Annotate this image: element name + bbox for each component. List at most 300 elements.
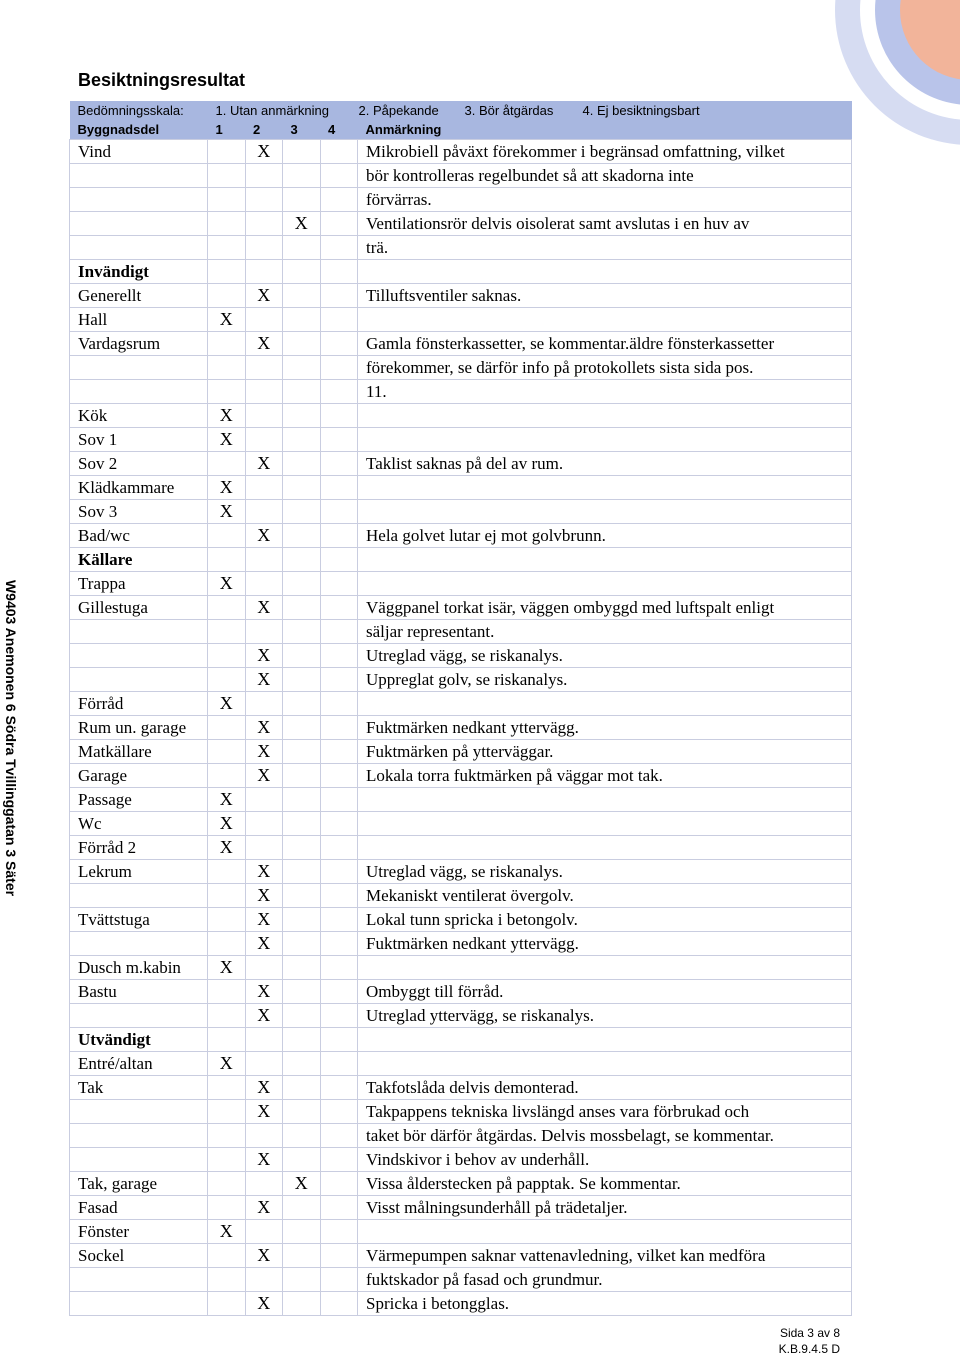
grade-3-cell bbox=[283, 332, 321, 356]
col-header-grade-4: 4 bbox=[320, 120, 358, 140]
grade-3-cell bbox=[283, 260, 321, 284]
grade-1-cell bbox=[208, 884, 246, 908]
row-remark: Väggpanel torkat isär, väggen ombyggd med luftspalt enligt bbox=[358, 596, 852, 620]
row-remark bbox=[358, 548, 852, 572]
grade-2-cell: X bbox=[245, 1100, 283, 1124]
row-part: Rum un. garage bbox=[70, 716, 208, 740]
row-remark: Utreglad yttervägg, se riskanalys. bbox=[358, 1004, 852, 1028]
page-title: Besiktningsresultat bbox=[78, 70, 246, 90]
grade-4-cell bbox=[320, 356, 358, 380]
row-part: Garage bbox=[70, 764, 208, 788]
grade-4-cell bbox=[320, 260, 358, 284]
grade-2-cell bbox=[245, 956, 283, 980]
grade-1-cell: X bbox=[208, 956, 246, 980]
grade-4-cell bbox=[320, 140, 358, 164]
row-part bbox=[70, 884, 208, 908]
grade-4-cell bbox=[320, 1100, 358, 1124]
row-remark bbox=[358, 812, 852, 836]
grade-1-cell bbox=[208, 1292, 246, 1316]
row-remark: Vindskivor i behov av underhåll. bbox=[358, 1148, 852, 1172]
table-row bbox=[70, 164, 852, 188]
row-part bbox=[70, 380, 208, 404]
grade-2-cell: X bbox=[245, 668, 283, 692]
scale-item-3: 3. Bör åtgärdas bbox=[464, 103, 554, 118]
row-part: Klädkammare bbox=[70, 476, 208, 500]
row-remark: Utreglad vägg, se riskanalys. bbox=[358, 644, 852, 668]
grade-1-cell bbox=[208, 620, 246, 644]
grade-4-cell bbox=[320, 740, 358, 764]
row-part bbox=[70, 1100, 208, 1124]
grade-3-cell bbox=[283, 164, 321, 188]
grade-3-cell bbox=[283, 836, 321, 860]
row-part bbox=[70, 620, 208, 644]
grade-2-cell: X bbox=[245, 140, 283, 164]
grade-3-cell bbox=[283, 620, 321, 644]
grade-1-cell: X bbox=[208, 572, 246, 596]
grade-1-cell bbox=[208, 260, 246, 284]
grade-4-cell bbox=[320, 188, 358, 212]
grade-2-cell: X bbox=[245, 1076, 283, 1100]
grade-4-cell bbox=[320, 1196, 358, 1220]
row-remark bbox=[358, 1028, 852, 1052]
row-remark: Taklist saknas på del av rum. bbox=[358, 452, 852, 476]
grade-1-cell: X bbox=[208, 428, 246, 452]
grade-2-cell: X bbox=[245, 1004, 283, 1028]
grade-3-cell bbox=[283, 236, 321, 260]
table-row bbox=[70, 1100, 852, 1124]
grade-3-cell bbox=[283, 476, 321, 500]
grade-1-cell bbox=[208, 164, 246, 188]
grade-2-cell: X bbox=[245, 860, 283, 884]
grade-3-cell bbox=[283, 1076, 321, 1100]
grade-2-cell bbox=[245, 1052, 283, 1076]
col-header-grade-1: 1 bbox=[208, 120, 246, 140]
grade-3-cell bbox=[283, 668, 321, 692]
scale-items bbox=[208, 101, 852, 120]
table-row bbox=[70, 404, 852, 428]
section-row bbox=[70, 1028, 852, 1052]
row-part: Sockel bbox=[70, 1244, 208, 1268]
grade-2-cell bbox=[245, 428, 283, 452]
grade-1-cell: X bbox=[208, 836, 246, 860]
grade-2-cell: X bbox=[245, 908, 283, 932]
table-row bbox=[70, 428, 852, 452]
grade-3-cell bbox=[283, 140, 321, 164]
grade-1-cell bbox=[208, 932, 246, 956]
grade-3-cell bbox=[283, 428, 321, 452]
grade-4-cell bbox=[320, 332, 358, 356]
table-row bbox=[70, 764, 852, 788]
grade-4-cell bbox=[320, 836, 358, 860]
grade-4-cell bbox=[320, 884, 358, 908]
row-part bbox=[70, 164, 208, 188]
grade-4-cell bbox=[320, 404, 358, 428]
table-row bbox=[70, 212, 852, 236]
row-remark: Fuktmärken nedkant yttervägg. bbox=[358, 932, 852, 956]
grade-1-cell: X bbox=[208, 308, 246, 332]
row-part: Tak bbox=[70, 1076, 208, 1100]
row-part: Förråd 2 bbox=[70, 836, 208, 860]
scale-label: Bedömningsskala: bbox=[70, 101, 208, 120]
grade-3-cell bbox=[283, 452, 321, 476]
section-title: Källare bbox=[70, 548, 208, 572]
table-row bbox=[70, 956, 852, 980]
table-row bbox=[70, 524, 852, 548]
grade-4-cell bbox=[320, 1220, 358, 1244]
grade-3-cell bbox=[283, 1124, 321, 1148]
grade-3-cell bbox=[283, 1148, 321, 1172]
grade-2-cell: X bbox=[245, 1148, 283, 1172]
grade-3-cell: X bbox=[283, 1172, 321, 1196]
grade-3-cell bbox=[283, 932, 321, 956]
grade-2-cell: X bbox=[245, 1244, 283, 1268]
table-row bbox=[70, 452, 852, 476]
grade-3-cell bbox=[283, 524, 321, 548]
grade-2-cell: X bbox=[245, 596, 283, 620]
grade-3-cell bbox=[283, 548, 321, 572]
table-row bbox=[70, 1196, 852, 1220]
table-row bbox=[70, 836, 852, 860]
table-row bbox=[70, 1124, 852, 1148]
grade-1-cell: X bbox=[208, 812, 246, 836]
scale-header-row bbox=[70, 101, 852, 120]
grade-4-cell bbox=[320, 860, 358, 884]
grade-4-cell bbox=[320, 620, 358, 644]
row-part bbox=[70, 1268, 208, 1292]
table-row bbox=[70, 596, 852, 620]
grade-4-cell bbox=[320, 788, 358, 812]
table-row bbox=[70, 980, 852, 1004]
grade-4-cell bbox=[320, 932, 358, 956]
grade-2-cell: X bbox=[245, 980, 283, 1004]
grade-1-cell bbox=[208, 356, 246, 380]
grade-2-cell bbox=[245, 1124, 283, 1148]
grade-1-cell bbox=[208, 908, 246, 932]
row-remark bbox=[358, 476, 852, 500]
grade-2-cell bbox=[245, 308, 283, 332]
grade-4-cell bbox=[320, 644, 358, 668]
grade-4-cell bbox=[320, 428, 358, 452]
grade-3-cell bbox=[283, 812, 321, 836]
grade-2-cell: X bbox=[245, 884, 283, 908]
inspection-table-wrapper bbox=[69, 101, 851, 1316]
grade-2-cell: X bbox=[245, 1292, 283, 1316]
row-part bbox=[70, 668, 208, 692]
grade-1-cell bbox=[208, 644, 246, 668]
row-part: Dusch m.kabin bbox=[70, 956, 208, 980]
table-row bbox=[70, 860, 852, 884]
grade-1-cell bbox=[208, 740, 246, 764]
table-row bbox=[70, 668, 852, 692]
grade-2-cell: X bbox=[245, 452, 283, 476]
row-part bbox=[70, 1292, 208, 1316]
row-remark: 11. bbox=[358, 380, 852, 404]
scale-item-2: 2. Påpekande bbox=[358, 103, 439, 118]
row-remark: Lokal tunn spricka i betongolv. bbox=[358, 908, 852, 932]
grade-3-cell bbox=[283, 980, 321, 1004]
row-remark: Takpappens tekniska livslängd anses vara förbrukad och bbox=[358, 1100, 852, 1124]
row-remark: Gamla fönsterkassetter, se kommentar.äldre fönsterkassetter bbox=[358, 332, 852, 356]
row-remark bbox=[358, 500, 852, 524]
grade-2-cell: X bbox=[245, 932, 283, 956]
column-header-row bbox=[70, 120, 852, 140]
row-part: Förråd bbox=[70, 692, 208, 716]
grade-4-cell bbox=[320, 308, 358, 332]
grade-4-cell bbox=[320, 716, 358, 740]
grade-3-cell bbox=[283, 1100, 321, 1124]
grade-4-cell bbox=[320, 1172, 358, 1196]
row-remark bbox=[358, 1052, 852, 1076]
grade-1-cell bbox=[208, 524, 246, 548]
row-part: Hall bbox=[70, 308, 208, 332]
grade-2-cell: X bbox=[245, 716, 283, 740]
table-row bbox=[70, 644, 852, 668]
grade-4-cell bbox=[320, 380, 358, 404]
grade-2-cell bbox=[245, 356, 283, 380]
row-remark bbox=[358, 788, 852, 812]
table-row bbox=[70, 788, 852, 812]
table-row bbox=[70, 572, 852, 596]
grade-1-cell bbox=[208, 380, 246, 404]
table-row bbox=[70, 236, 852, 260]
grade-2-cell bbox=[245, 548, 283, 572]
table-row bbox=[70, 380, 852, 404]
table-row bbox=[70, 356, 852, 380]
grade-2-cell bbox=[245, 1268, 283, 1292]
grade-3-cell: X bbox=[283, 212, 321, 236]
grade-1-cell bbox=[208, 668, 246, 692]
row-remark: taket bör därför åtgärdas. Delvis mossbelagt, se kommentar. bbox=[358, 1124, 852, 1148]
grade-1-cell bbox=[208, 188, 246, 212]
row-remark: Takfotslåda delvis demonterad. bbox=[358, 1076, 852, 1100]
section-row bbox=[70, 260, 852, 284]
grade-2-cell: X bbox=[245, 764, 283, 788]
grade-2-cell bbox=[245, 1028, 283, 1052]
grade-3-cell bbox=[283, 596, 321, 620]
table-row bbox=[70, 1220, 852, 1244]
row-remark: förvärras. bbox=[358, 188, 852, 212]
table-row bbox=[70, 500, 852, 524]
row-remark: Ventilationsrör delvis oisolerat samt avslutas i en huv av bbox=[358, 212, 852, 236]
row-part: Gillestuga bbox=[70, 596, 208, 620]
table-row bbox=[70, 1292, 852, 1316]
table-row bbox=[70, 1244, 852, 1268]
table-row bbox=[70, 1268, 852, 1292]
grade-4-cell bbox=[320, 692, 358, 716]
grade-3-cell bbox=[283, 1244, 321, 1268]
grade-4-cell bbox=[320, 980, 358, 1004]
section-title: Invändigt bbox=[70, 260, 208, 284]
grade-4-cell bbox=[320, 1076, 358, 1100]
table-row bbox=[70, 1052, 852, 1076]
grade-4-cell bbox=[320, 452, 358, 476]
grade-1-cell bbox=[208, 1124, 246, 1148]
grade-4-cell bbox=[320, 1244, 358, 1268]
grade-2-cell bbox=[245, 380, 283, 404]
grade-1-cell bbox=[208, 1004, 246, 1028]
grade-1-cell: X bbox=[208, 788, 246, 812]
table-row bbox=[70, 1172, 852, 1196]
grade-2-cell bbox=[245, 236, 283, 260]
grade-4-cell bbox=[320, 1004, 358, 1028]
row-remark: Visst målningsunderhåll på trädetaljer. bbox=[358, 1196, 852, 1220]
grade-2-cell: X bbox=[245, 644, 283, 668]
row-remark bbox=[358, 692, 852, 716]
grade-1-cell bbox=[208, 1172, 246, 1196]
grade-1-cell bbox=[208, 284, 246, 308]
row-part: Fönster bbox=[70, 1220, 208, 1244]
grade-4-cell bbox=[320, 212, 358, 236]
row-part: Passage bbox=[70, 788, 208, 812]
row-remark: trä. bbox=[358, 236, 852, 260]
grade-1-cell bbox=[208, 860, 246, 884]
grade-1-cell bbox=[208, 140, 246, 164]
grade-4-cell bbox=[320, 596, 358, 620]
sidebar-label bbox=[0, 558, 22, 918]
row-remark: Hela golvet lutar ej mot golvbrunn. bbox=[358, 524, 852, 548]
col-header-remark: Anmärkning bbox=[358, 120, 852, 140]
scale-item-1: 1. Utan anmärkning bbox=[215, 103, 329, 118]
row-part: Tak, garage bbox=[70, 1172, 208, 1196]
row-part bbox=[70, 1148, 208, 1172]
table-row bbox=[70, 740, 852, 764]
grade-3-cell bbox=[283, 1028, 321, 1052]
grade-1-cell bbox=[208, 1028, 246, 1052]
grade-4-cell bbox=[320, 668, 358, 692]
inspection-table bbox=[69, 101, 852, 1316]
row-part: Sov 3 bbox=[70, 500, 208, 524]
grade-1-cell: X bbox=[208, 476, 246, 500]
page-footer bbox=[779, 1325, 840, 1357]
sidebar-text: W9403 Anemonen 6 Södra Tvillinggatan 3 Säter bbox=[3, 579, 19, 897]
grade-2-cell bbox=[245, 164, 283, 188]
grade-1-cell bbox=[208, 1196, 246, 1220]
row-remark bbox=[358, 836, 852, 860]
grade-1-cell: X bbox=[208, 500, 246, 524]
grade-2-cell bbox=[245, 692, 283, 716]
row-remark: Mekaniskt ventilerat övergolv. bbox=[358, 884, 852, 908]
grade-4-cell bbox=[320, 1028, 358, 1052]
col-header-grade-3: 3 bbox=[283, 120, 321, 140]
row-remark bbox=[358, 404, 852, 428]
row-part: Fasad bbox=[70, 1196, 208, 1220]
table-row bbox=[70, 476, 852, 500]
grade-1-cell bbox=[208, 1268, 246, 1292]
grade-3-cell bbox=[283, 1292, 321, 1316]
grade-2-cell bbox=[245, 836, 283, 860]
grade-3-cell bbox=[283, 188, 321, 212]
row-remark: Uppreglat golv, se riskanalys. bbox=[358, 668, 852, 692]
row-remark bbox=[358, 1220, 852, 1244]
grade-3-cell bbox=[283, 644, 321, 668]
grade-4-cell bbox=[320, 476, 358, 500]
row-part bbox=[70, 644, 208, 668]
row-part bbox=[70, 188, 208, 212]
row-part: Bad/wc bbox=[70, 524, 208, 548]
grade-2-cell bbox=[245, 404, 283, 428]
grade-3-cell bbox=[283, 572, 321, 596]
row-remark bbox=[358, 572, 852, 596]
grade-1-cell bbox=[208, 980, 246, 1004]
document-code: K.B.9.4.5 D bbox=[778, 1342, 840, 1356]
grade-2-cell: X bbox=[245, 1196, 283, 1220]
section-row bbox=[70, 548, 852, 572]
grade-4-cell bbox=[320, 1124, 358, 1148]
row-remark: Utreglad vägg, se riskanalys. bbox=[358, 860, 852, 884]
col-header-part: Byggnadsdel bbox=[70, 120, 208, 140]
row-remark: Lokala torra fuktmärken på väggar mot tak. bbox=[358, 764, 852, 788]
grade-4-cell bbox=[320, 236, 358, 260]
grade-1-cell bbox=[208, 1100, 246, 1124]
grade-4-cell bbox=[320, 956, 358, 980]
grade-2-cell: X bbox=[245, 332, 283, 356]
grade-2-cell bbox=[245, 788, 283, 812]
grade-2-cell bbox=[245, 500, 283, 524]
row-remark: Vissa ålderstecken på papptak. Se kommentar. bbox=[358, 1172, 852, 1196]
grade-2-cell bbox=[245, 188, 283, 212]
grade-3-cell bbox=[283, 956, 321, 980]
row-remark: Tilluftsventiler saknas. bbox=[358, 284, 852, 308]
grade-1-cell: X bbox=[208, 404, 246, 428]
row-remark: Fuktmärken nedkant yttervägg. bbox=[358, 716, 852, 740]
table-row bbox=[70, 932, 852, 956]
table-row bbox=[70, 884, 852, 908]
grade-4-cell bbox=[320, 1052, 358, 1076]
grade-3-cell bbox=[283, 1052, 321, 1076]
row-part: Vardagsrum bbox=[70, 332, 208, 356]
grade-1-cell: X bbox=[208, 1052, 246, 1076]
table-row bbox=[70, 284, 852, 308]
table-row bbox=[70, 812, 852, 836]
grade-3-cell bbox=[283, 788, 321, 812]
grade-3-cell bbox=[283, 884, 321, 908]
grade-1-cell bbox=[208, 1244, 246, 1268]
row-remark: säljar representant. bbox=[358, 620, 852, 644]
table-row bbox=[70, 1148, 852, 1172]
table-row bbox=[70, 692, 852, 716]
grade-1-cell bbox=[208, 452, 246, 476]
grade-4-cell bbox=[320, 1148, 358, 1172]
row-remark: Fuktmärken på ytterväggar. bbox=[358, 740, 852, 764]
grade-3-cell bbox=[283, 1196, 321, 1220]
row-part: Lekrum bbox=[70, 860, 208, 884]
table-row bbox=[70, 188, 852, 212]
grade-2-cell bbox=[245, 620, 283, 644]
grade-4-cell bbox=[320, 1292, 358, 1316]
grade-3-cell bbox=[283, 356, 321, 380]
row-remark: förekommer, se därför info på protokollets sista sida pos. bbox=[358, 356, 852, 380]
row-part: Kök bbox=[70, 404, 208, 428]
row-part bbox=[70, 236, 208, 260]
row-remark bbox=[358, 428, 852, 452]
row-part bbox=[70, 356, 208, 380]
grade-2-cell bbox=[245, 260, 283, 284]
grade-4-cell bbox=[320, 548, 358, 572]
grade-3-cell bbox=[283, 1004, 321, 1028]
table-row bbox=[70, 1004, 852, 1028]
grade-1-cell bbox=[208, 1076, 246, 1100]
row-remark: Mikrobiell påväxt förekommer i begränsad omfattning, vilket bbox=[358, 140, 852, 164]
grade-4-cell bbox=[320, 812, 358, 836]
grade-3-cell bbox=[283, 860, 321, 884]
grade-1-cell bbox=[208, 236, 246, 260]
grade-4-cell bbox=[320, 524, 358, 548]
row-part: Trappa bbox=[70, 572, 208, 596]
grade-4-cell bbox=[320, 572, 358, 596]
grade-1-cell bbox=[208, 716, 246, 740]
grade-3-cell bbox=[283, 692, 321, 716]
grade-3-cell bbox=[283, 500, 321, 524]
